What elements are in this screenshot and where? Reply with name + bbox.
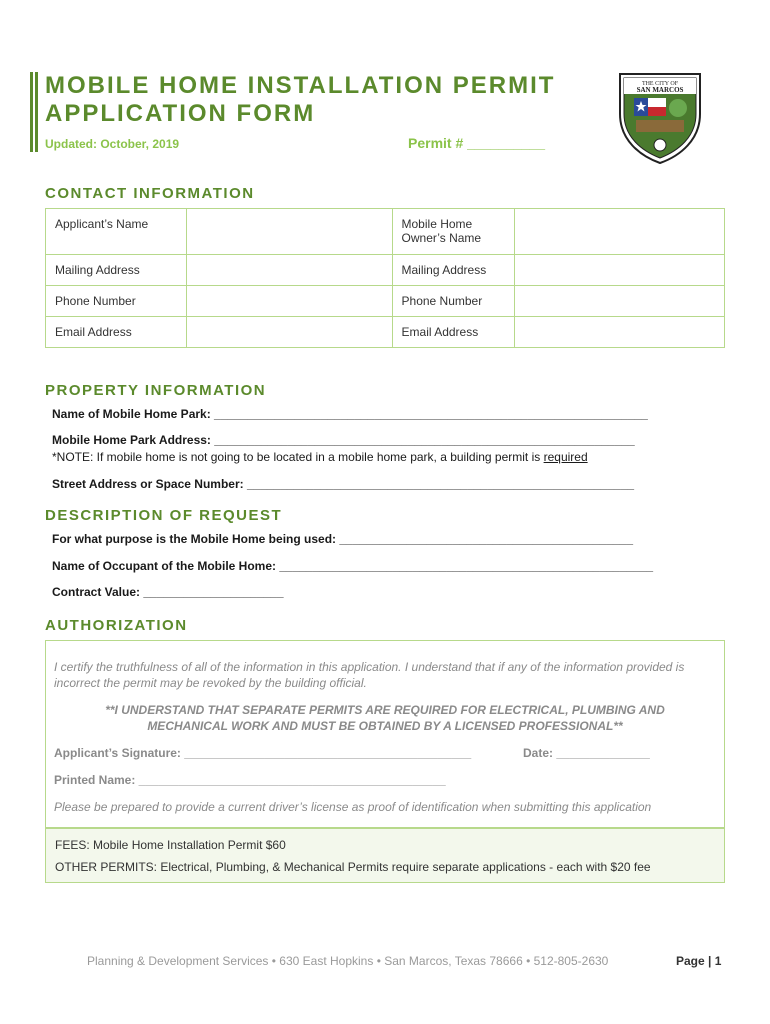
applicant-phone-label: Phone Number — [46, 286, 187, 317]
applicant-name-field[interactable] — [186, 209, 392, 255]
applicant-signature-field[interactable]: Applicant’s Signature: ___________________________________________ — [54, 746, 472, 760]
purpose-line — [52, 532, 633, 546]
contact-info-table — [45, 208, 725, 348]
installation-fee-text: FEES: Mobile Home Installation Permit $60 — [55, 838, 286, 852]
fees-box — [45, 828, 725, 883]
signature-date-field[interactable]: Date: ______________ — [523, 746, 650, 760]
applicant-name-label: Applicant’s Name — [46, 209, 187, 255]
owner-phone-field[interactable] — [515, 286, 725, 317]
building-permit-note — [52, 450, 588, 464]
contract-value-line — [52, 585, 284, 599]
document-title: MOBILE HOME INSTALLATION PERMIT APPLICATION FORM — [45, 72, 556, 127]
applicant-mailing-address-label: Mailing Address — [46, 255, 187, 286]
table-row — [46, 286, 725, 317]
city-seal-logo — [614, 70, 706, 166]
owner-email-field[interactable] — [515, 317, 725, 348]
occupant-label: Name of Occupant of the Mobile Home: — [52, 559, 277, 573]
street-address-field[interactable]: __________________________________________________________ — [246, 477, 635, 491]
id-requirement-note: Please be prepared to provide a current driver’s license as proof of identification when submitting this application — [54, 800, 652, 814]
page-number: Page | 1 — [676, 954, 722, 968]
applicant-email-field[interactable] — [186, 317, 392, 348]
park-name-label: Name of Mobile Home Park: — [52, 407, 211, 421]
note-required-text: required — [543, 450, 588, 464]
owner-name-field[interactable] — [515, 209, 725, 255]
owner-email-label: Email Address — [392, 317, 515, 348]
owner-phone-label: Phone Number — [392, 286, 515, 317]
separate-permits-notice — [46, 702, 724, 734]
table-row — [46, 209, 725, 255]
street-address-label: Street Address or Space Number: — [52, 477, 244, 491]
contract-value-label: Contract Value: — [52, 585, 141, 599]
park-name-field[interactable]: _________________________________________________________________ — [214, 407, 648, 421]
printed-name-field[interactable]: Printed Name: ______________________________________________ — [54, 773, 446, 787]
updated-date: Updated: October, 2019 — [45, 137, 180, 151]
notice-line-1: **I UNDERSTAND THAT SEPARATE PERMITS ARE REQUIRED FOR ELECTRICAL, PLUMBING AND — [105, 703, 665, 717]
park-address-line — [52, 433, 635, 447]
occupant-line — [52, 559, 653, 573]
contract-value-field[interactable]: _____________________ — [143, 585, 284, 599]
title-accent-bars — [30, 72, 38, 152]
purpose-field[interactable]: ____________________________________________ — [339, 532, 634, 546]
property-section-heading: PROPERTY INFORMATION — [45, 382, 267, 399]
table-row — [46, 255, 725, 286]
notice-line-2: MECHANICAL WORK AND MUST BE OBTAINED BY A LICENSED PROFESSIONAL** — [147, 719, 623, 733]
park-name-line — [52, 407, 648, 421]
purpose-label: For what purpose is the Mobile Home being used: — [52, 532, 337, 546]
authorization-section-heading: AUTHORIZATION — [45, 617, 188, 634]
contact-section-heading: CONTACT INFORMATION — [45, 185, 255, 202]
svg-text:THE CITY OF: THE CITY OF — [641, 81, 679, 87]
owner-mailing-address-label: Mailing Address — [392, 255, 515, 286]
footer-address: Planning & Development Services • 630 East Hopkins • San Marcos, Texas 78666 • 512-805-2630 — [87, 954, 609, 968]
applicant-phone-field[interactable] — [186, 286, 392, 317]
owner-mailing-address-field[interactable] — [515, 255, 725, 286]
park-address-field[interactable]: _______________________________________________________________ — [214, 433, 635, 447]
applicant-email-label: Email Address — [46, 317, 187, 348]
svg-text:SAN MARCOS: SAN MARCOS — [636, 86, 684, 94]
street-address-line — [52, 477, 634, 491]
permit-number-field[interactable]: Permit # __________ — [408, 135, 545, 151]
occupant-field[interactable]: ________________________________________________________ — [279, 559, 654, 573]
park-address-label: Mobile Home Park Address: — [52, 433, 211, 447]
authorization-box — [45, 640, 725, 828]
table-row — [46, 317, 725, 348]
applicant-mailing-address-field[interactable] — [186, 255, 392, 286]
certification-statement: I certify the truthfulness of all of the information in this application. I understand that if any of the information provided is incorrect the permit may be revoked by the building official. — [54, 660, 685, 690]
note-text: *NOTE: If mobile home is not going to be located in a mobile home park, a building permit is — [52, 450, 544, 464]
description-section-heading: DESCRIPTION OF REQUEST — [45, 507, 283, 524]
other-permits-fee-text: OTHER PERMITS: Electrical, Plumbing, & Mechanical Permits require separate applications - each with $20 fee — [55, 860, 651, 874]
owner-name-label: Mobile Home Owner’s Name — [392, 209, 515, 255]
